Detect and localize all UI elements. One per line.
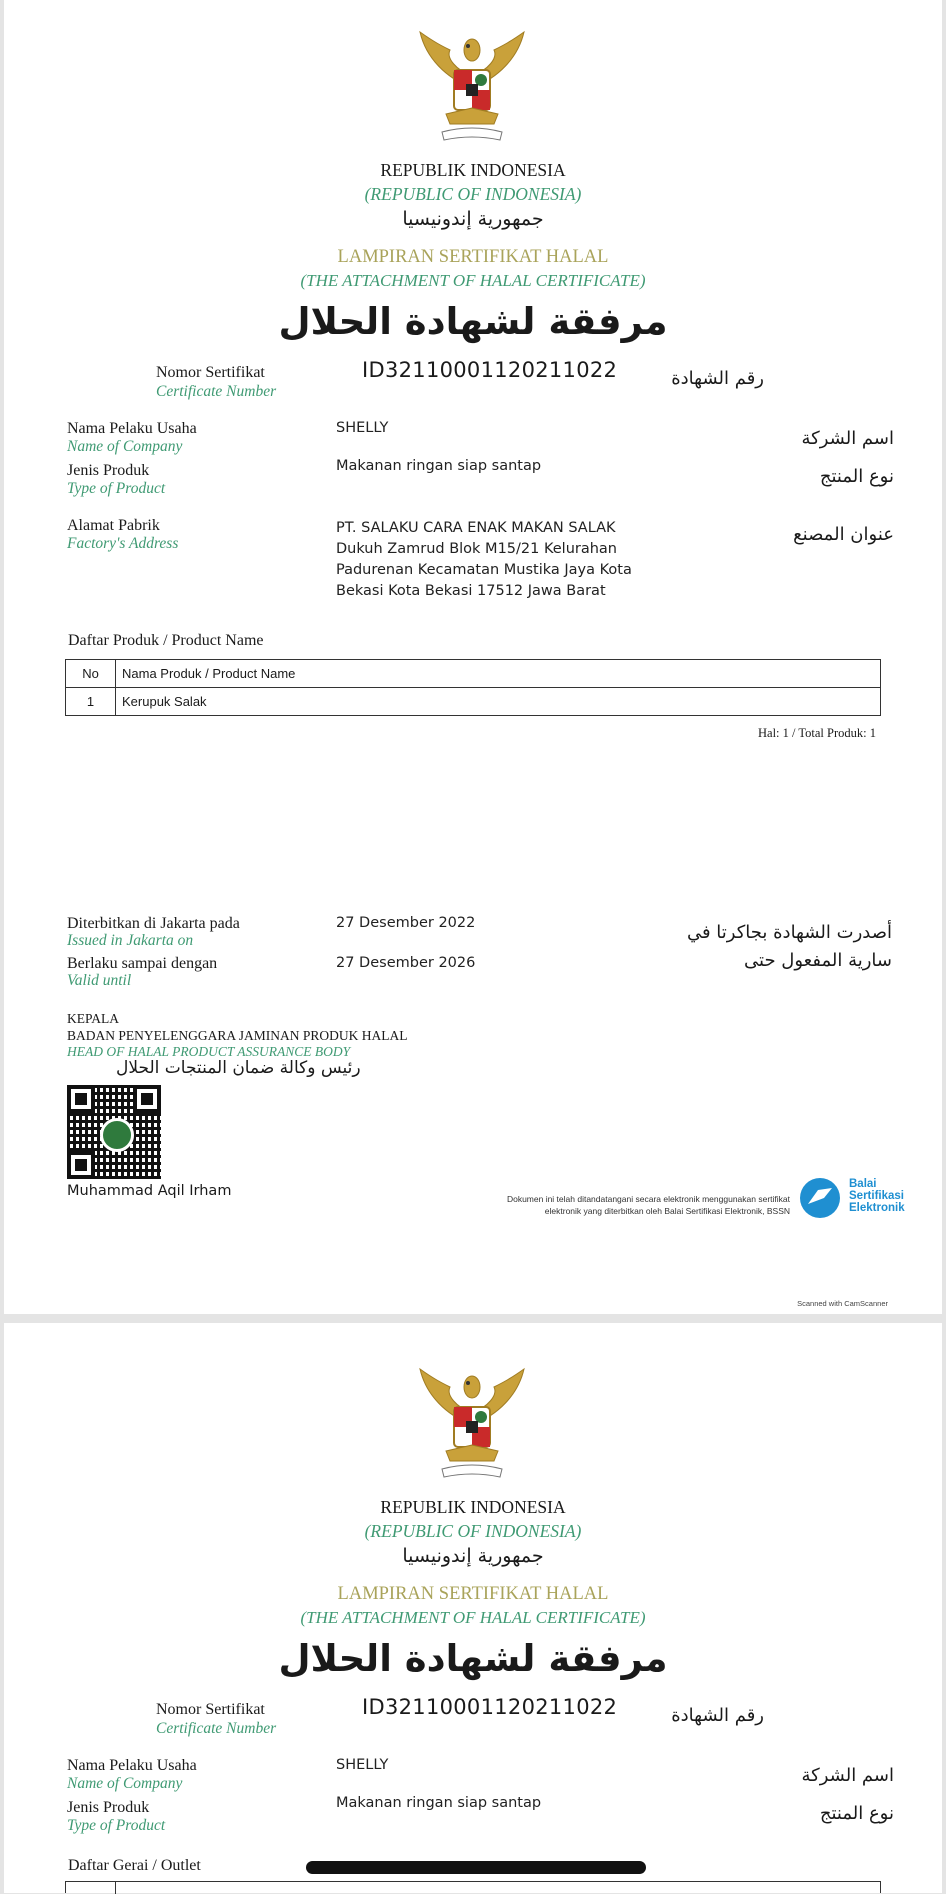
company-label: Nama Pelaku Usaha <box>67 420 197 437</box>
outlet-list-heading: Daftar Gerai / Outlet <box>68 1857 201 1874</box>
product-table <box>65 659 881 716</box>
table-header-row <box>66 660 881 688</box>
cert-number-value: ID32110001120211022 <box>362 358 618 382</box>
product-type-label-en: Type of Product <box>67 1817 166 1834</box>
factory-label: Alamat Pabrik <box>67 517 160 534</box>
cert-number-label-en: Certificate Number <box>156 383 277 400</box>
title-ar: مرفقة لشهادة الحلال <box>278 300 668 343</box>
cert-number-label-ar: رقم الشهادة <box>671 1705 764 1726</box>
title-ar: مرفقة لشهادة الحلال <box>278 1637 668 1680</box>
cert-number-label: Nomor Sertifikat <box>156 1701 265 1718</box>
factory-label-ar: عنوان المصنع <box>793 524 894 545</box>
table-divider <box>115 1882 116 1894</box>
signatory-name: Muhammad Aqil Irham <box>67 1183 232 1199</box>
bsre-logo-icon <box>798 1176 842 1220</box>
issued-label: Diterbitkan di Jakarta pada <box>67 915 240 932</box>
factory-address-line: PT. SALAKU CARA ENAK MAKAN SALAK <box>336 520 616 536</box>
qr-finder-icon <box>133 1085 161 1113</box>
signatory-title: KEPALA <box>67 1011 120 1026</box>
valid-label: Berlaku sampai dengan <box>67 955 218 972</box>
garuda-emblem-icon <box>416 1365 528 1483</box>
title-id: LAMPIRAN SERTIFIKAT HALAL <box>337 1584 609 1604</box>
signatory-agency: BADAN PENYELENGGARA JAMINAN PRODUK HALAL <box>67 1028 408 1043</box>
country-en: (REPUBLIC OF INDONESIA) <box>364 184 582 204</box>
factory-label-en: Factory's Address <box>67 535 179 552</box>
product-type-label: Jenis Produk <box>67 1799 150 1816</box>
qr-code-icon <box>67 1085 161 1179</box>
company-label-ar: اسم الشركة <box>801 428 894 449</box>
product-list-heading: Daftar Produk / Product Name <box>68 632 264 649</box>
title-en: (THE ATTACHMENT OF HALAL CERTIFICATE) <box>300 1608 646 1627</box>
valid-label-en: Valid until <box>67 972 132 989</box>
cert-number-label-ar: رقم الشهادة <box>671 368 764 389</box>
issued-value: 27 Desember 2022 <box>336 915 476 931</box>
country-ar: جمهورية إندونيسيا <box>402 208 544 230</box>
esign-notice-line: elektronik yang diterbitkan oleh Balai Sertifikasi Elektronik, BSSN <box>544 1206 790 1216</box>
country-id: REPUBLIK INDONESIA <box>380 160 566 180</box>
table-header-no: No <box>66 660 116 688</box>
certificate-page-2 <box>4 1323 942 1893</box>
company-label-en: Name of Company <box>67 438 183 455</box>
product-type-value: Makanan ringan siap santap <box>336 458 542 474</box>
valid-label-ar: سارية المفعول حتى <box>744 950 892 971</box>
table-cell-name: Kerupuk Salak <box>116 688 881 716</box>
garuda-emblem-icon <box>416 28 528 146</box>
redaction-bar <box>306 1861 646 1874</box>
factory-address-line: Dukuh Zamrud Blok M15/21 Kelurahan <box>336 541 618 557</box>
qr-finder-icon <box>67 1085 95 1113</box>
outlet-table <box>65 1881 881 1893</box>
title-id: LAMPIRAN SERTIFIKAT HALAL <box>337 247 609 267</box>
signatory-agency-ar: رئيس وكالة ضمان المنتجات الحلال <box>116 1058 361 1078</box>
product-type-label-en: Type of Product <box>67 480 166 497</box>
company-label: Nama Pelaku Usaha <box>67 1757 197 1774</box>
cert-number-label: Nomor Sertifikat <box>156 364 265 381</box>
country-ar: جمهورية إندونيسيا <box>402 1545 544 1567</box>
table-row <box>66 688 881 716</box>
table-cell-no: 1 <box>66 688 116 716</box>
company-label-en: Name of Company <box>67 1775 183 1792</box>
country-id: REPUBLIK INDONESIA <box>380 1497 566 1517</box>
bsre-logo-line: Balai <box>849 1178 877 1190</box>
bsre-logo-line: Sertifikasi <box>849 1190 904 1202</box>
cert-number-label-en: Certificate Number <box>156 1720 277 1737</box>
title-en: (THE ATTACHMENT OF HALAL CERTIFICATE) <box>300 271 646 290</box>
factory-address-line: Bekasi Kota Bekasi 17512 Jawa Barat <box>336 583 606 599</box>
table-header-name: Nama Produk / Product Name <box>116 660 881 688</box>
issued-label-en: Issued in Jakarta on <box>67 932 194 949</box>
esign-notice-line: Dokumen ini telah ditandatangani secara elektronik menggunakan sertifikat <box>506 1194 790 1204</box>
page-info: Hal: 1 / Total Produk: 1 <box>758 726 876 740</box>
cert-number-value: ID32110001120211022 <box>362 1695 618 1719</box>
product-type-label-ar: نوع المنتج <box>819 466 894 487</box>
issued-label-ar: أصدرت الشهادة بجاكرتا في <box>686 922 892 943</box>
bsre-logo-line: Elektronik <box>849 1202 905 1214</box>
certificate-page-1 <box>4 0 942 1314</box>
product-type-value: Makanan ringan siap santap <box>336 1795 542 1811</box>
bsre-logo-text <box>849 1178 905 1214</box>
esign-notice <box>304 1193 790 1217</box>
halal-logo-icon <box>100 1118 134 1152</box>
product-type-label: Jenis Produk <box>67 462 150 479</box>
company-value: SHELLY <box>336 1757 389 1773</box>
country-en: (REPUBLIC OF INDONESIA) <box>364 1521 582 1541</box>
company-value: SHELLY <box>336 420 389 436</box>
signatory-agency-en: HEAD OF HALAL PRODUCT ASSURANCE BODY <box>67 1044 351 1059</box>
factory-address-line: Padurenan Kecamatan Mustika Jaya Kota <box>336 562 632 578</box>
scanner-watermark: Scanned with CamScanner <box>797 1299 888 1308</box>
valid-value: 27 Desember 2026 <box>336 955 476 971</box>
company-label-ar: اسم الشركة <box>801 1765 894 1786</box>
qr-finder-icon <box>67 1151 95 1179</box>
product-type-label-ar: نوع المنتج <box>819 1803 894 1824</box>
factory-address <box>336 518 632 602</box>
